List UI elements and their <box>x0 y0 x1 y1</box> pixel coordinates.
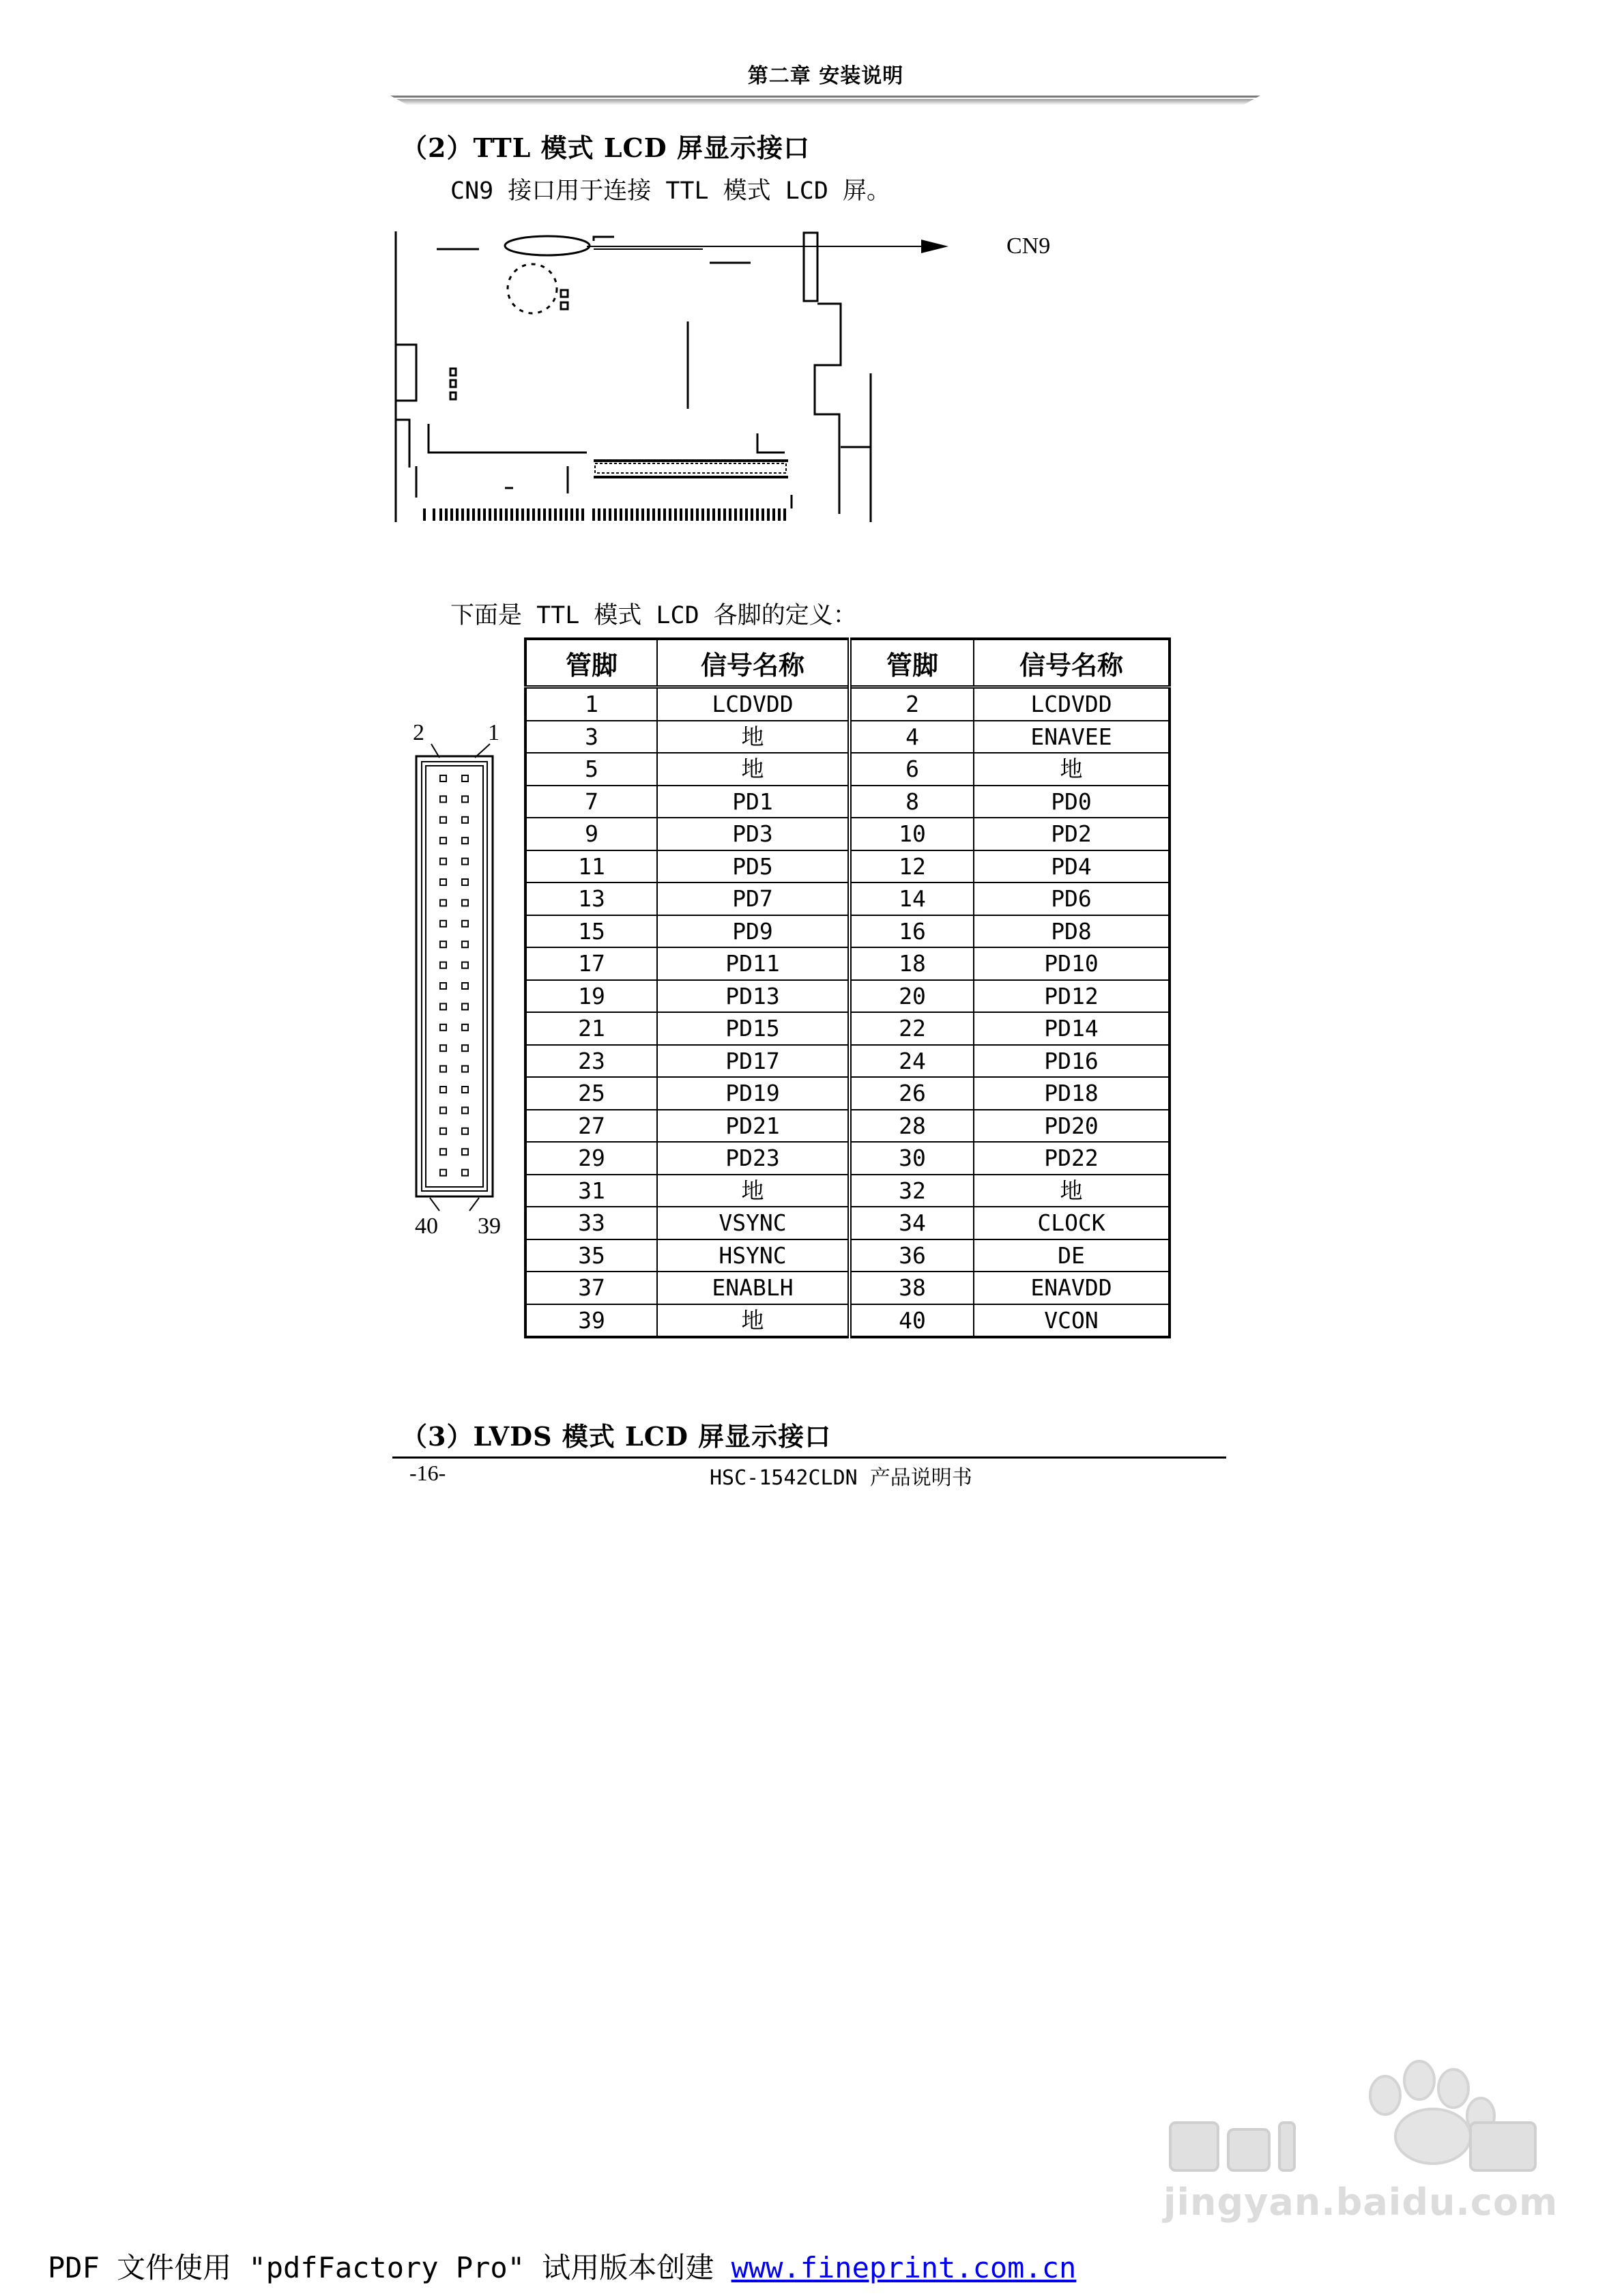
table-row <box>525 1012 1170 1045</box>
table-row <box>525 947 1170 980</box>
table-row <box>525 818 1170 850</box>
table-row <box>525 753 1170 786</box>
board-layout-diagram <box>389 222 962 529</box>
connector-pin <box>440 859 446 865</box>
connector-pin <box>440 1149 446 1155</box>
pin-number-cell: 36 <box>850 1239 974 1272</box>
pin-number-cell: 26 <box>850 1077 974 1110</box>
signal-name-cell: PD1 <box>657 786 850 818</box>
signal-name-cell: 地 <box>974 1175 1170 1207</box>
signal-name-cell: PD20 <box>974 1110 1170 1143</box>
signal-name-cell: PD12 <box>974 980 1170 1013</box>
cn9-callout-label: CN9 <box>1006 233 1051 259</box>
table-row <box>525 915 1170 948</box>
pin-label-2: 2 <box>413 720 424 745</box>
connector-pin <box>440 879 446 885</box>
section-title-ttl: （2）TTL 模式 LCD 屏显示接口 <box>401 132 810 163</box>
table-row <box>525 850 1170 883</box>
table-row <box>525 1045 1170 1078</box>
pin-number-cell: 19 <box>525 980 657 1013</box>
connector-pin <box>440 1170 446 1176</box>
connector-pin <box>440 796 446 802</box>
table-row <box>525 1239 1170 1272</box>
pin-number-cell: 12 <box>850 850 974 883</box>
pin-number-cell: 20 <box>850 980 974 1013</box>
pin-number-cell: 1 <box>525 687 657 721</box>
table-row <box>525 1304 1170 1338</box>
connector-pin <box>462 1107 468 1113</box>
connector-pin <box>462 1045 468 1051</box>
pin-number-cell: 38 <box>850 1272 974 1304</box>
pin-number-cell: 25 <box>525 1077 657 1110</box>
pin-number-cell: 32 <box>850 1175 974 1207</box>
signal-name-cell: PD11 <box>657 947 850 980</box>
table-row <box>525 786 1170 818</box>
page-number: -16- <box>409 1461 446 1485</box>
signal-name-cell: PD2 <box>974 818 1170 850</box>
header-signal-2: 信号名称 <box>974 639 1170 687</box>
pin-number-cell: 40 <box>850 1304 974 1338</box>
signal-name-cell: PD23 <box>657 1142 850 1175</box>
connector-pin <box>462 1024 468 1031</box>
connector-pin <box>440 1003 446 1009</box>
connector-pin <box>440 1128 446 1134</box>
connector-pin <box>462 962 468 968</box>
pin-number-cell: 24 <box>850 1045 974 1078</box>
pin-number-cell: 16 <box>850 915 974 948</box>
connector-pin <box>440 837 446 844</box>
connector-pin <box>462 1170 468 1176</box>
signal-name-cell: PD18 <box>974 1077 1170 1110</box>
pin-number-cell: 7 <box>525 786 657 818</box>
connector-pin <box>462 775 468 781</box>
section-title-lvds: （3）LVDS 模式 LCD 屏显示接口 <box>401 1421 832 1452</box>
connector-pin <box>462 1149 468 1155</box>
connector-pin <box>440 983 446 989</box>
pin-number-cell: 14 <box>850 882 974 915</box>
signal-name-cell: PD17 <box>657 1045 850 1078</box>
connector-pin <box>440 1066 446 1072</box>
fineprint-link[interactable]: www.fineprint.com.cn <box>731 2251 1077 2284</box>
running-head: 第二章 安装说明 <box>747 64 904 88</box>
pin-number-cell: 5 <box>525 753 657 786</box>
footer-rule <box>392 1456 1226 1459</box>
signal-name-cell: PD3 <box>657 818 850 850</box>
signal-name-cell: PD4 <box>974 850 1170 883</box>
connector-pin <box>440 1087 446 1093</box>
pin-number-cell: 9 <box>525 818 657 850</box>
signal-name-cell: 地 <box>657 1304 850 1338</box>
signal-name-cell: PD5 <box>657 850 850 883</box>
connector-pin <box>462 900 468 906</box>
signal-name-cell: VSYNC <box>657 1207 850 1239</box>
pin-number-cell: 23 <box>525 1045 657 1078</box>
header-rule <box>390 96 1260 105</box>
connector-pin <box>440 1024 446 1031</box>
pin-number-cell: 17 <box>525 947 657 980</box>
pin-number-cell: 2 <box>850 687 974 721</box>
pin-number-cell: 11 <box>525 850 657 883</box>
signal-name-cell: PD0 <box>974 786 1170 818</box>
connector-pin <box>462 983 468 989</box>
pin-label-39: 39 <box>478 1214 501 1235</box>
connector-pin <box>440 817 446 823</box>
table-row <box>525 1110 1170 1143</box>
connector-pin <box>462 796 468 802</box>
signal-name-cell: PD8 <box>974 915 1170 948</box>
signal-name-cell: ENAVDD <box>974 1272 1170 1304</box>
signal-name-cell: 地 <box>974 753 1170 786</box>
pdf-creator-footer <box>48 2245 1076 2286</box>
signal-name-cell: PD15 <box>657 1012 850 1045</box>
signal-name-cell: PD6 <box>974 882 1170 915</box>
table-row <box>525 687 1170 721</box>
connector-pin <box>440 921 446 927</box>
pin-number-cell: 8 <box>850 786 974 818</box>
signal-name-cell: 地 <box>657 721 850 754</box>
pin-number-cell: 30 <box>850 1142 974 1175</box>
pin-number-cell: 6 <box>850 753 974 786</box>
connector-pin <box>440 1107 446 1113</box>
header-pin-1: 管脚 <box>525 639 657 687</box>
table-row <box>525 1175 1170 1207</box>
pin-number-cell: 29 <box>525 1142 657 1175</box>
table-row <box>525 1272 1170 1304</box>
table-header-row <box>525 639 1170 687</box>
pin-label-40: 40 <box>415 1214 438 1235</box>
signal-name-cell: PD22 <box>974 1142 1170 1175</box>
table-row <box>525 980 1170 1013</box>
signal-name-cell: LCDVDD <box>657 687 850 721</box>
header-pin-2: 管脚 <box>850 639 974 687</box>
signal-name-cell: PD10 <box>974 947 1170 980</box>
signal-name-cell: PD19 <box>657 1077 850 1110</box>
connector-pin <box>440 775 446 781</box>
table-intro: 下面是 TTL 模式 LCD 各脚的定义： <box>450 602 857 629</box>
connector-pin <box>440 1045 446 1051</box>
pin-definition-table <box>524 637 1171 1338</box>
pin-number-cell: 27 <box>525 1110 657 1143</box>
pin-number-cell: 18 <box>850 947 974 980</box>
signal-name-cell: ENABLH <box>657 1272 850 1304</box>
baidu-jingyan-watermark-logo <box>1160 2048 1542 2177</box>
signal-name-cell: VCON <box>974 1304 1170 1338</box>
connector-pin <box>462 817 468 823</box>
pin-number-cell: 22 <box>850 1012 974 1045</box>
pin-number-cell: 15 <box>525 915 657 948</box>
signal-name-cell: PD21 <box>657 1110 850 1143</box>
signal-name-cell: PD7 <box>657 882 850 915</box>
signal-name-cell: HSYNC <box>657 1239 850 1272</box>
connector-pin <box>462 1003 468 1009</box>
connector-pin <box>462 1087 468 1093</box>
table-row <box>525 1207 1170 1239</box>
signal-name-cell: PD9 <box>657 915 850 948</box>
connector-pin <box>462 879 468 885</box>
watermark-text: jingyan.baidu.com <box>1163 2181 1558 2224</box>
signal-name-cell: DE <box>974 1239 1170 1272</box>
table-row <box>525 1077 1170 1110</box>
connector-pin <box>462 1066 468 1072</box>
header-signal-1: 信号名称 <box>657 639 850 687</box>
connector-pin <box>440 941 446 947</box>
signal-name-cell: 地 <box>657 753 850 786</box>
pdf-footer-text: PDF 文件使用 "pdfFactory Pro" 试用版本创建 <box>48 2251 731 2284</box>
signal-name-cell: CLOCK <box>974 1207 1170 1239</box>
table-row <box>525 721 1170 754</box>
table-row <box>525 1142 1170 1175</box>
connector-pin <box>462 1128 468 1134</box>
pin-number-cell: 33 <box>525 1207 657 1239</box>
pin-number-cell: 31 <box>525 1175 657 1207</box>
pin-label-1: 1 <box>488 720 499 745</box>
pin-number-cell: 39 <box>525 1304 657 1338</box>
table-row <box>525 882 1170 915</box>
signal-name-cell: 地 <box>657 1175 850 1207</box>
signal-name-cell: ENAVEE <box>974 721 1170 754</box>
pin-number-cell: 21 <box>525 1012 657 1045</box>
connector-pin <box>440 962 446 968</box>
pin-number-cell: 4 <box>850 721 974 754</box>
signal-name-cell: PD14 <box>974 1012 1170 1045</box>
pin-number-cell: 35 <box>525 1239 657 1272</box>
pin-number-cell: 28 <box>850 1110 974 1143</box>
intro-paragraph: CN9 接口用于连接 TTL 模式 LCD 屏。 <box>450 177 891 205</box>
connector-pin <box>462 941 468 947</box>
connector-pin <box>462 837 468 844</box>
pin-number-cell: 34 <box>850 1207 974 1239</box>
signal-name-cell: PD13 <box>657 980 850 1013</box>
footer-manual-title: HSC-1542CLDN 产品说明书 <box>710 1466 972 1490</box>
connector-pin <box>462 859 468 865</box>
signal-name-cell: LCDVDD <box>974 687 1170 721</box>
cn9-connector-diagram <box>403 717 519 1235</box>
connector-pin <box>440 900 446 906</box>
pin-number-cell: 13 <box>525 882 657 915</box>
pin-number-cell: 37 <box>525 1272 657 1304</box>
signal-name-cell: PD16 <box>974 1045 1170 1078</box>
connector-pin <box>462 921 468 927</box>
pin-number-cell: 10 <box>850 818 974 850</box>
pin-number-cell: 3 <box>525 721 657 754</box>
